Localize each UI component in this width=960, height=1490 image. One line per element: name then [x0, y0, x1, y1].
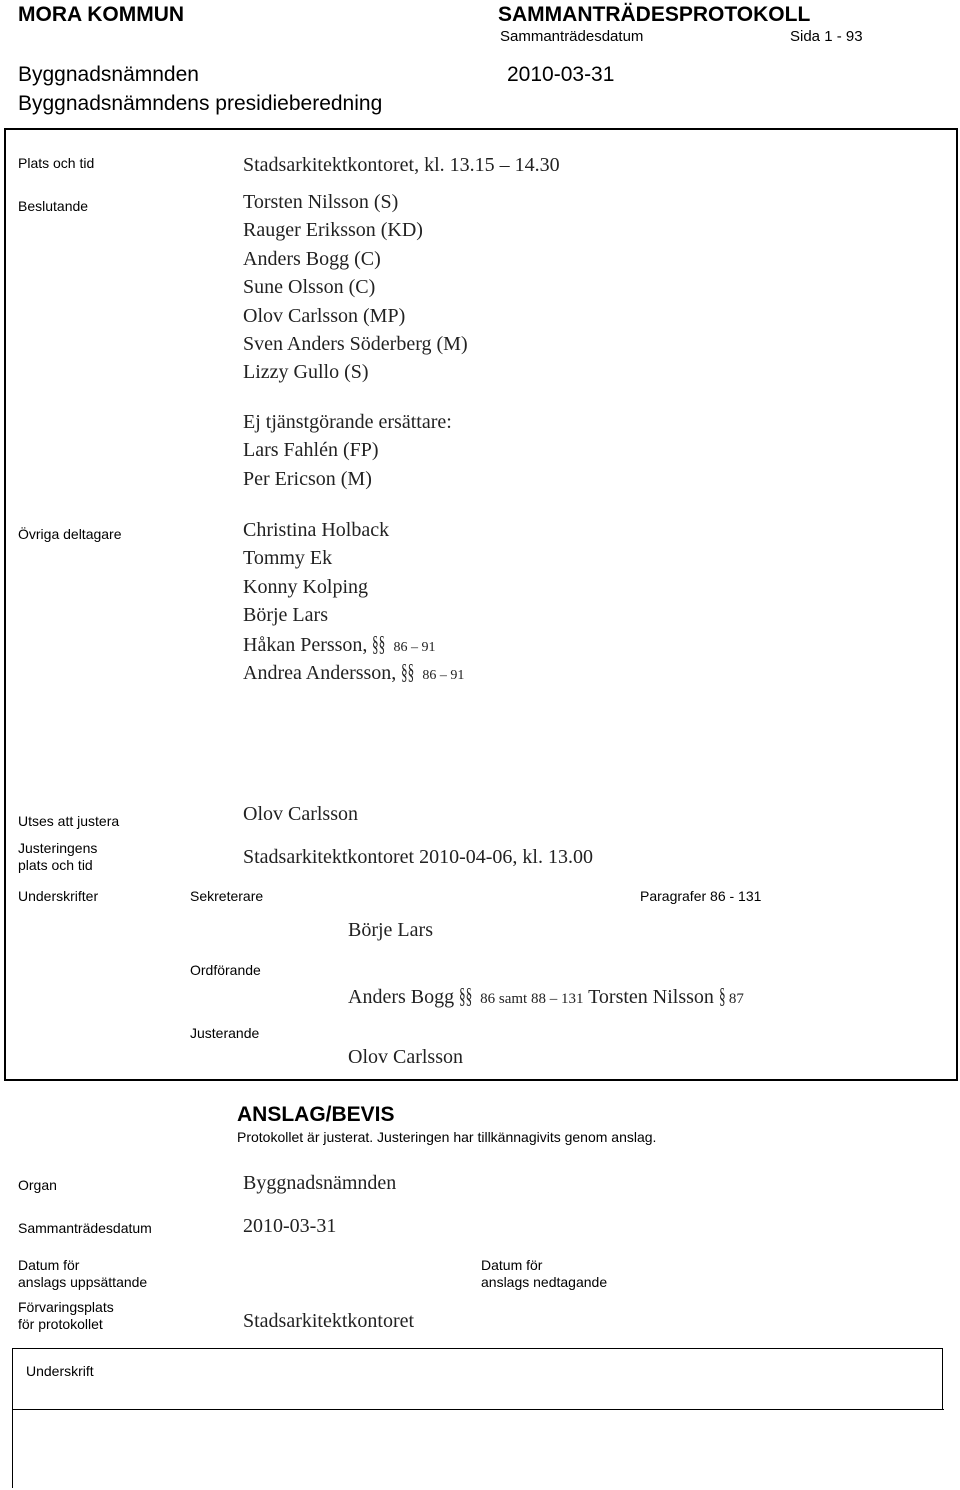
organ-value: Byggnadsnämnden: [243, 1172, 397, 1194]
storage-label-2: för protokollet: [18, 1316, 103, 1332]
header-divider: [4, 128, 958, 130]
committee-name: Byggnadsnämnden: [18, 63, 199, 86]
secretary-label: Sekreterare: [190, 888, 264, 904]
chair-1-paragraphs: 86 samt 88 – 131: [480, 991, 584, 1007]
organ-label: Organ: [18, 1177, 57, 1193]
list-item: Torsten Nilsson (S): [243, 191, 399, 213]
doc-type: SAMMANTRÄDESPROTOKOLL: [498, 3, 811, 26]
chair-2-name: Torsten Nilsson: [588, 986, 714, 1008]
list-item: Olov Carlsson (MP): [243, 304, 406, 327]
subcommittee-name: Byggnadsnämndens presidieberedning: [18, 92, 383, 115]
storage-label-1: Förvaringsplats: [18, 1299, 114, 1315]
list-item: Konny Kolping: [243, 575, 368, 598]
list-item: Lars Fahlén (FP): [243, 439, 379, 462]
signature-line: [12, 1409, 944, 1410]
signature-box-left: [12, 1348, 13, 1488]
list-item: Börje Lars: [243, 604, 328, 627]
other-participants-list: [243, 516, 464, 686]
participant-name: Andrea Andersson,: [243, 661, 397, 684]
chair-signatures: [348, 983, 744, 1009]
right-border: [956, 128, 958, 1080]
left-border: [4, 128, 6, 1080]
list-item: Sune Olsson (C): [243, 276, 376, 299]
participant-paragraphs: 86 – 91: [422, 667, 465, 683]
adjust-place-label-1: Justeringens: [18, 840, 98, 856]
removal-date-label-2: anslags nedtagande: [481, 1274, 608, 1290]
adjuster-name: Olov Carlsson: [348, 1046, 463, 1068]
substitutes-heading: Ej tjänstgörande ersättare:: [243, 411, 452, 433]
section-sign-icon: §§: [401, 658, 415, 684]
list-item: Sven Anders Söderberg (M): [243, 332, 468, 355]
meeting-date: 2010-03-31: [507, 63, 615, 86]
list-item: Per Ericson (M): [243, 467, 372, 490]
list-item: Tommy Ek: [243, 547, 333, 570]
secretary-name: Börje Lars: [348, 919, 433, 941]
posting-date-label-2: anslags uppsättande: [18, 1274, 148, 1290]
substitutes-list: [243, 408, 452, 493]
list-item: Christina Holback: [243, 519, 390, 541]
adjuster-label: Justerande: [190, 1025, 260, 1041]
adjust-place-value: Stadsarkitektkontoret 2010-04-06, kl. 13.00: [243, 846, 593, 868]
adjust-value: Olov Carlsson: [243, 803, 358, 825]
section-sign-icon: §: [718, 983, 726, 1008]
chair-label: Ordförande: [190, 962, 261, 978]
notice-text: Protokollet är justerat. Justeringen har tillkännagivits genom anslag.: [237, 1129, 657, 1145]
adjust-label: Utses att justera: [18, 813, 120, 829]
section-sign-icon: §§: [459, 983, 473, 1008]
section-sign-icon: §§: [372, 630, 386, 656]
signatures-divider: [4, 1079, 958, 1081]
list-item: [243, 658, 464, 686]
posting-date-label-1: Datum för: [18, 1257, 80, 1273]
notice-heading: ANSLAG/BEVIS: [237, 1103, 395, 1126]
place-label: Plats och tid: [18, 155, 95, 171]
deciding-label: Beslutande: [18, 198, 89, 214]
notice-date-value: 2010-03-31: [243, 1215, 337, 1237]
list-item: Anders Bogg (C): [243, 247, 381, 270]
place-value: Stadsarkitektkontoret, kl. 13.15 – 14.30: [243, 154, 560, 176]
signature-box-right: [942, 1348, 943, 1410]
page-number: Sida 1 - 93: [790, 28, 863, 45]
participant-name: Håkan Persson,: [243, 633, 368, 656]
removal-date-label-1: Datum för: [481, 1257, 543, 1273]
storage-value: Stadsarkitektkontoret: [243, 1310, 415, 1332]
org-name: MORA KOMMUN: [18, 3, 185, 26]
list-item: [243, 630, 464, 658]
list-item: Lizzy Gullo (S): [243, 361, 369, 384]
signature-box-top: [12, 1348, 942, 1349]
chair-2-paragraphs: 87: [728, 991, 744, 1007]
list-item: Rauger Eriksson (KD): [243, 219, 423, 242]
signature-label: Underskrift: [26, 1363, 94, 1379]
signatures-label: Underskrifter: [18, 888, 99, 904]
deciding-members-list: [243, 188, 468, 387]
chair-1-name: Anders Bogg: [348, 986, 455, 1008]
notice-date-label: Sammanträdesdatum: [18, 1220, 152, 1236]
adjust-place-label-2: plats och tid: [18, 857, 93, 873]
meeting-date-label: Sammanträdesdatum: [500, 28, 644, 45]
paragraphs-label: Paragrafer 86 - 131: [640, 888, 762, 904]
participant-paragraphs: 86 – 91: [393, 639, 436, 655]
others-label: Övriga deltagare: [18, 526, 122, 542]
